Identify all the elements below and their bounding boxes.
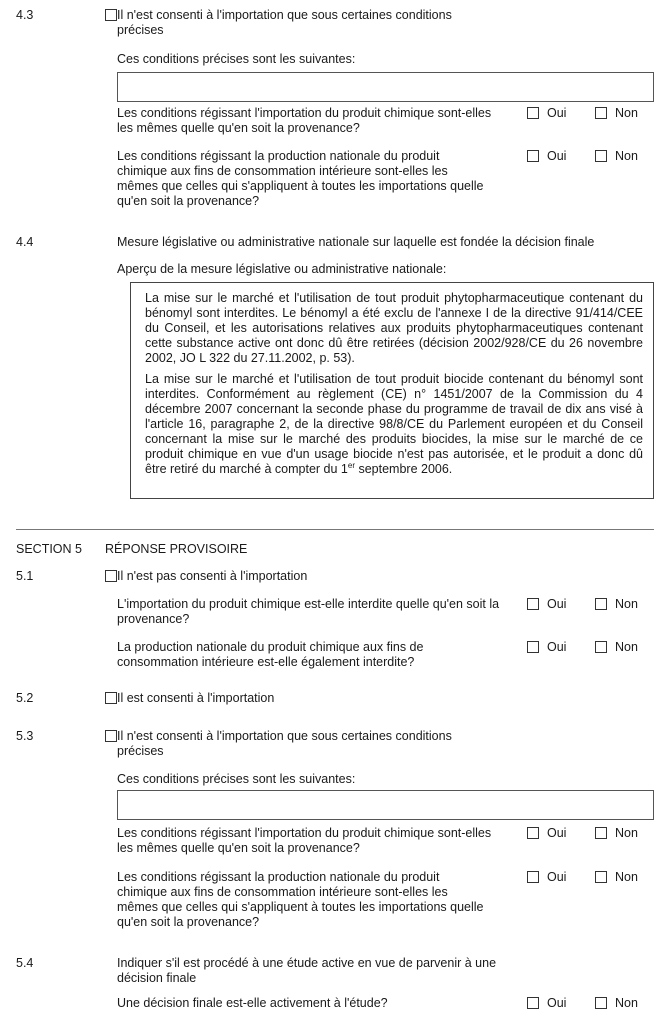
checkbox-oui[interactable] <box>527 997 539 1009</box>
apercu-paragraph-2-main: La mise sur le marché et l'utilisation de tout produit biocide contenant du bénomyl sont interdites. Conformément au règlement (CE) n° 1451/2007 de la Commission du 4 décembre 2007 concernant la seconde phase du programme de travail de dix ans visé à l'article 16, paragraphe 2, de la directive 98/8/CE du Parlement européen et du Conseil concernant la mise sur le marché des produits biocides, la mise sur le marché de ce produit chimique en vue d'un usage biocide n'est pas autorisée, et le produit a donc dû être retiré du marché à compter du 1 <box>145 372 643 476</box>
question-4-3-2: Les conditions régissant la production nationale du produit chimique aux fins de consommation intérieure sont-elles les mêmes que celles qui s'appliquent à toutes les importations quelle qu'en soit la provenance? <box>117 149 484 208</box>
section-number-4-4: 4.4 <box>16 235 34 249</box>
question-4-3-1: Les conditions régissant l'importation du produit chimique sont-elles les mêmes quelle qu'en soit la provenance? <box>117 106 492 135</box>
section-5-label: SECTION 5 <box>16 542 82 556</box>
apercu-label-4-4: Aperçu de la mesure législative ou administrative nationale: <box>117 262 447 276</box>
section-number-5-1: 5.1 <box>16 569 34 583</box>
oui-label: Oui <box>547 149 567 163</box>
option-5-2-label: Il est consenti à l'importation <box>117 691 275 705</box>
oui-label: Oui <box>547 106 567 120</box>
oui-label: Oui <box>547 870 567 884</box>
checkbox-5-3-conditions[interactable] <box>105 730 117 742</box>
oui-label: Oui <box>547 597 567 611</box>
section-5-title: RÉPONSE PROVISOIRE <box>105 542 248 556</box>
study-title-5-4: Indiquer s'il est procédé à une étude active en vue de parvenir à une décision finale <box>117 956 497 985</box>
non-label: Non <box>615 996 638 1010</box>
checkbox-oui[interactable] <box>527 871 539 883</box>
section-divider <box>16 529 654 530</box>
checkbox-4-3-conditions[interactable] <box>105 9 117 21</box>
option-5-3-label: Il n'est consenti à l'importation que sous certaines conditions précises <box>117 729 452 758</box>
question-5-3-1: Les conditions régissant l'importation du produit chimique sont-elles les mêmes quelle qu'en soit la provenance? <box>117 826 492 855</box>
conditions-label-4-3: Ces conditions précises sont les suivantes: <box>117 52 356 66</box>
section-number-4-3: 4.3 <box>16 8 34 22</box>
checkbox-non[interactable] <box>595 641 607 653</box>
oui-label: Oui <box>547 996 567 1010</box>
question-5-3-2: Les conditions régissant la production nationale du produit chimique aux fins de consommation intérieure sont-elles les mêmes que celles qui s'appliquent à toutes les importations quelle qu'en soit la provenance? <box>117 870 484 929</box>
option-5-1-label: Il n'est pas consenti à l'importation <box>117 569 308 583</box>
section-number-5-4: 5.4 <box>16 956 34 970</box>
non-label: Non <box>615 870 638 884</box>
checkbox-oui[interactable] <box>527 598 539 610</box>
non-label: Non <box>615 149 638 163</box>
oui-label: Oui <box>547 826 567 840</box>
section-number-5-2: 5.2 <box>16 691 34 705</box>
checkbox-non[interactable] <box>595 997 607 1009</box>
checkbox-non[interactable] <box>595 827 607 839</box>
option-4-3-label: Il n'est consenti à l'importation que sous certaines conditions précises <box>117 8 452 37</box>
checkbox-oui[interactable] <box>527 150 539 162</box>
apercu-textbox <box>130 282 654 499</box>
checkbox-oui[interactable] <box>527 641 539 653</box>
checkbox-5-1-not-consented[interactable] <box>105 570 117 582</box>
checkbox-non[interactable] <box>595 150 607 162</box>
non-label: Non <box>615 597 638 611</box>
question-5-4-1: Une décision finale est-elle activement à l'étude? <box>117 996 388 1010</box>
measure-title-4-4: Mesure législative ou administrative nationale sur laquelle est fondée la décision finale <box>117 235 595 249</box>
checkbox-non[interactable] <box>595 871 607 883</box>
non-label: Non <box>615 106 638 120</box>
apercu-paragraph-1: La mise sur le marché et l'utilisation de tout produit phytopharmaceutique contenant du bénomyl sont interdites. Le bénomyl a été exclu de l'annexe I de la directive 91/414/CEE du Conseil, et les autorisations relatives aux produits phytopharmaceutiques contenant cette substance active ont donc dû être retirées (décision 2002/928/CE du 26 novembre 2002, JO L 322 du 27.11.2002, p. 53). <box>145 291 643 365</box>
question-5-1-2: La production nationale du produit chimique aux fins de consommation intérieure est-elle également interdite? <box>117 640 424 669</box>
checkbox-5-2-consented[interactable] <box>105 692 117 704</box>
ordinal-superscript: er <box>347 460 355 470</box>
non-label: Non <box>615 826 638 840</box>
checkbox-oui[interactable] <box>527 107 539 119</box>
question-5-1-1: L'importation du produit chimique est-elle interdite quelle qu'en soit la provenance? <box>117 597 500 626</box>
conditions-field-4-3[interactable] <box>117 72 654 102</box>
conditions-field-5-3[interactable] <box>117 790 654 820</box>
checkbox-non[interactable] <box>595 598 607 610</box>
non-label: Non <box>615 640 638 654</box>
oui-label: Oui <box>547 640 567 654</box>
conditions-label-5-3: Ces conditions précises sont les suivantes: <box>117 772 356 786</box>
apercu-paragraph-2 <box>145 372 643 477</box>
checkbox-non[interactable] <box>595 107 607 119</box>
section-number-5-3: 5.3 <box>16 729 34 743</box>
apercu-paragraph-2-end: septembre 2006. <box>355 462 453 476</box>
checkbox-oui[interactable] <box>527 827 539 839</box>
